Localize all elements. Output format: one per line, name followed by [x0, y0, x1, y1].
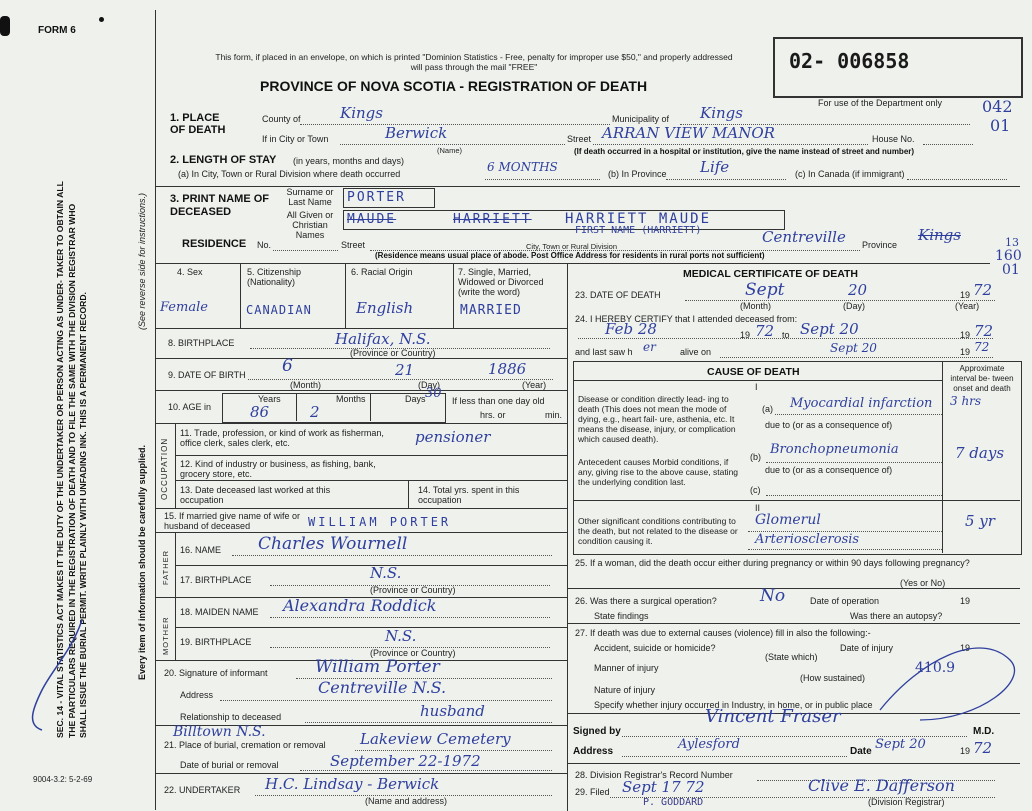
from-year-prefix: 19	[740, 330, 751, 340]
age-days-label: Days	[405, 394, 426, 404]
county-value: Kings	[340, 104, 383, 122]
origin-label: 6. Racial Origin	[351, 267, 413, 277]
stay-heading-sub: (in years, months and days)	[293, 156, 405, 166]
informant-address: Centreville N.S.	[318, 678, 447, 697]
city-value: Berwick	[385, 124, 448, 142]
last-worked-label: 13. Date deceased last worked at this occupation	[180, 485, 331, 505]
attended-from-year: 72	[755, 322, 775, 340]
street-value: ARRAN VIEW MANOR	[602, 124, 775, 142]
mother-side-label: MOTHER	[161, 616, 170, 655]
cause-a-interval: 3 hrs	[950, 394, 982, 408]
registrar-sub: (Division Registrar)	[868, 797, 945, 807]
residence-code-2: 160	[995, 248, 1022, 264]
dept-code-2: 01	[990, 116, 1011, 135]
dob-year: 1886	[488, 360, 527, 378]
to-label: to	[782, 330, 790, 340]
cause-b-label: (b)	[750, 452, 761, 462]
street-label: Street	[567, 134, 592, 144]
punch-mark	[0, 16, 10, 36]
informant-address-label: Address	[180, 690, 214, 700]
death-date-month: Sept	[745, 280, 785, 300]
name-sub: (Name)	[437, 146, 463, 155]
age-months-label: Months	[336, 394, 366, 404]
nature-label: Nature of injury	[594, 685, 656, 695]
residence-note: (Residence means usual place of abode. Post Office Address for residents in rural ports not sufficient)	[375, 251, 765, 260]
form-number: FORM 6	[38, 25, 76, 36]
attended-to-year: 72	[974, 322, 994, 340]
manner-code: 410.9	[915, 660, 956, 676]
sex-value: Female	[160, 300, 208, 315]
age-label: 10. AGE in	[168, 402, 212, 412]
citizenship-label: 5. Citizenship (Nationality)	[247, 267, 302, 287]
due-to-1: due to (or as a consequence of)	[765, 420, 893, 430]
signer-address: Aylesford	[678, 737, 740, 752]
birthplace-sub: (Province or Country)	[350, 348, 436, 358]
citizenship-value: CANADIAN	[246, 303, 312, 317]
name-heading: 3. PRINT NAME OF DECEASED	[170, 193, 270, 218]
q26-value: No	[760, 586, 786, 606]
undertaker-sub: (Name and address)	[365, 796, 448, 806]
marital-label: 7. Single, Married, Widowed or Divorced (write the word)	[458, 267, 544, 297]
given-label: All Given or Christian Names	[286, 210, 334, 240]
lastsaw-date: Sept 20	[830, 341, 877, 355]
attended-from: Feb 28	[605, 320, 657, 338]
postage-note: This form, if placed in an envelope, on which is printed "Dominion Statistics - Free, penalty for improper use $50," and properly addressed will pass through the mail "FREE"	[215, 52, 733, 72]
supply-note: Every item of information should be carefully supplied.	[137, 444, 147, 680]
stay-c-label: (c) In Canada (if immigrant)	[795, 169, 905, 179]
part-2: II	[755, 503, 761, 513]
residence-city-label: City, Town or Rural Division	[526, 242, 617, 251]
industry-label: 12. Kind of industry or business, as fishing, bank, grocery store, etc.	[180, 459, 376, 479]
filed-date: Sept 17 72	[622, 778, 705, 796]
birthplace-value: Halifax, N.S.	[335, 330, 431, 348]
other-conditions-label: Other significant conditions contributing to the death, but not related to the disease or condition causing it.	[578, 516, 738, 546]
medical-heading: MEDICAL CERTIFICATE OF DEATH	[683, 268, 858, 280]
father-bp: N.S.	[370, 564, 402, 582]
residence-street-label: Street	[341, 240, 366, 250]
injury-year-prefix: 19	[960, 643, 971, 653]
spouse-label: 15. If married give name of wife or husband of deceased	[164, 511, 301, 531]
dob-label: 9. DATE OF BIRTH	[168, 370, 246, 380]
min-label: min.	[545, 410, 563, 420]
sign-date-label: Date	[850, 746, 872, 757]
residence-code-3: 01	[1002, 262, 1020, 278]
dob-month: 6	[282, 356, 293, 376]
less-day-label: If less than one day old	[452, 396, 545, 406]
age-days: 30	[425, 386, 442, 401]
lastsaw-label: and last saw h	[575, 347, 633, 357]
cause-b-interval: 7 days	[955, 444, 1005, 462]
q29-label: 29. Filed	[575, 787, 610, 797]
industry-question: Specify whether injury occurred in Industry, in home, or in public place	[594, 700, 873, 710]
county-label: County of	[262, 114, 301, 124]
given-note: FIRST NAME (HARRIETT)	[575, 225, 702, 236]
trade-value: pensioner	[415, 428, 491, 446]
residence-code-1: 13	[1005, 236, 1019, 249]
signed-by-value: Vincent Fraser	[705, 706, 841, 727]
death-year-sub: (Year)	[955, 301, 980, 311]
q28-label: 28. Division Registrar's Record Number	[575, 770, 733, 780]
punch-dot	[99, 17, 104, 22]
hrs-label: hrs. or	[480, 410, 506, 420]
cause-heading: CAUSE OF DEATH	[707, 366, 800, 378]
disease-label: Disease or condition directly lead- ing to death (This does not mean the mode of dying, e.g., heart fail- ure, asthenia, etc. It means the disease, injury, or complication which caused death).	[578, 394, 736, 444]
injury-date-label: Date of injury	[840, 643, 894, 653]
q26-label: 26. Was there a surgical operation?	[575, 596, 717, 606]
father-name: Charles Wournell	[258, 534, 408, 554]
lastsaw-year: 72	[974, 340, 990, 354]
sex-label: 4. Sex	[177, 267, 203, 277]
interval-heading: Approximate interval be- tween onset and death	[950, 364, 1014, 393]
residence-province-label: Province	[862, 240, 898, 250]
burial-place: Lakeview Cemetery	[360, 730, 511, 748]
page-title: PROVINCE OF NOVA SCOTIA - REGISTRATION OF DEATH	[260, 78, 648, 94]
dob-month-sub: (Month)	[290, 380, 322, 390]
certify-label: 24. I HEREBY CERTIFY that I attended deceased from:	[575, 314, 798, 324]
place-of-death-heading: 1. PLACE OF DEATH	[170, 112, 226, 136]
dept-code-1: 042	[982, 97, 1013, 116]
stay-a-value: 6 MONTHS	[487, 160, 558, 174]
age-years: 86	[250, 403, 270, 421]
death-date-year: 72	[973, 281, 993, 299]
lastsaw-year-prefix: 19	[960, 347, 971, 357]
reverse-side-note: (See reverse side for instructions.)	[137, 192, 147, 330]
lastsaw-mid: alive on	[680, 347, 712, 357]
autopsy-label: Was there an autopsy?	[850, 611, 943, 621]
age-months: 2	[310, 403, 320, 421]
registrar-stamp: P. GODDARD	[643, 797, 704, 808]
q25-label: 25. If a woman, did the death occur either during pregnancy or within 90 days following pregnancy?	[575, 558, 970, 568]
burial-place-label: 21. Place of burial, cremation or removal	[164, 740, 326, 750]
md-label: M.D.	[973, 726, 995, 737]
death-date-label: 23. DATE OF DEATH	[575, 290, 661, 300]
sign-date: Sept 20	[875, 737, 926, 752]
stay-a-label: (a) In City, Town or Rural Division where death occurred	[178, 169, 401, 179]
marital-value: MARRIED	[460, 303, 522, 318]
op-year-prefix: 19	[960, 596, 971, 606]
attended-to: Sept 20	[800, 320, 859, 338]
dob-year-sub: (Year)	[522, 380, 547, 390]
given-value: HARRIETT MAUDE	[565, 211, 712, 227]
state-findings-label: State findings	[594, 611, 649, 621]
stay-b-value: Life	[700, 158, 730, 176]
mother-name: Alexandra Roddick	[283, 596, 437, 615]
antecedent-label: Antecedent causes Morbid conditions, if any, giving rise to the above cause, stating the underlying condition last.	[578, 457, 739, 487]
father-bp-sub: (Province or Country)	[370, 585, 456, 595]
stay-heading: 2. LENGTH OF STAY	[170, 154, 277, 166]
house-label: House No.	[872, 134, 915, 144]
to-year-prefix: 19	[960, 330, 971, 340]
cause-b-value: Bronchopneumonia	[770, 442, 899, 457]
death-day-sub: (Day)	[843, 301, 865, 311]
cause-c-label: (c)	[750, 485, 761, 495]
form-code: 9004-3.2: 5-2-69	[33, 775, 93, 784]
birthplace-label: 8. BIRTHPLACE	[168, 338, 235, 348]
father-name-label: 16. NAME	[180, 545, 222, 555]
mother-bp: N.S.	[385, 627, 417, 645]
city-label: If in City or Town	[262, 134, 329, 144]
dob-day: 21	[395, 361, 415, 379]
cause-a-value: Myocardial infarction	[790, 396, 933, 411]
dept-use-label: For use of the Department only	[818, 98, 943, 108]
sec14-instructions: SEC. 14 - VITAL STATISTICS ACT MAKES IT THE DUTY OF THE UNDERTAKER OR PERSON ACTING AS UNDER- TAKER TO OBTAIN ALL THE PARTICULARS REQUIRED IN THE REGISTRATION OF DEATH AND TO FILE THE SAME WITH THE DIVISION REGISTRAR WHO SHALL ISSUE THE BURIAL PERMIT. WRITE PLAINLY WITH UNFADING INK. THIS IS A PERMANENT RECORD.	[55, 181, 88, 738]
given-struck: MAUDE	[347, 212, 397, 227]
manner-label: Manner of injury	[594, 663, 659, 673]
given-struck-2: HARRIETT	[453, 212, 532, 227]
form-left-border	[155, 10, 156, 810]
due-to-2: due to (or as a consequence of)	[765, 465, 893, 475]
hospital-note: (If death occurred in a hospital or institution, give the name instead of street and number)	[574, 147, 915, 156]
death-date-day: 20	[848, 281, 868, 299]
age-years-label: Years	[258, 394, 281, 404]
residence-heading: RESIDENCE	[182, 238, 247, 250]
sign-year: 72	[973, 739, 993, 757]
pen-loop	[860, 600, 1030, 740]
pen-scribble	[12, 610, 112, 740]
sign-year-prefix: 19	[960, 746, 971, 756]
given-boxes	[343, 210, 785, 230]
undertaker-label: 22. UNDERTAKER	[164, 785, 241, 795]
municipality-label: Municipality of	[612, 114, 670, 124]
trade-label: 11. Trade, profession, or kind of work as fisherman, office clerk, sales clerk, etc.	[180, 428, 384, 448]
burial-date-label: Date of burial or removal	[180, 760, 279, 770]
burial-date: September 22-1972	[330, 752, 481, 770]
relationship-value: husband	[420, 702, 485, 720]
lastsaw-her: er	[643, 340, 656, 354]
how-sustained-sub: (How sustained)	[800, 673, 866, 683]
occupation-side-label: OCCUPATION	[160, 437, 169, 500]
mother-bp-sub: (Province or Country)	[370, 648, 456, 658]
other-condition-1: Glomerul	[755, 512, 821, 528]
state-which-sub: (State which)	[765, 652, 818, 662]
q27-label: 27. If death was due to external causes (violence) fill in also the following:-	[575, 628, 871, 638]
dob-day-sub: (Day)	[418, 380, 440, 390]
signer-address-label: Address	[573, 746, 614, 757]
part-1: I	[755, 382, 758, 392]
years-spent-label: 14. Total yrs. spent in this occupation	[418, 485, 520, 505]
accident-label: Accident, suicide or homicide?	[594, 643, 716, 653]
municipality-value: Kings	[700, 104, 743, 122]
cause-a-label: (a)	[762, 404, 773, 414]
residence-no-label: No.	[257, 240, 272, 250]
father-bp-label: 17. BIRTHPLACE	[180, 575, 252, 585]
residence-value: Centreville	[762, 228, 846, 246]
residence-struck: Kings	[918, 226, 961, 244]
registrar-signature: Clive E. Dafferson	[808, 776, 955, 795]
other-condition-2: Arteriosclerosis	[755, 532, 860, 547]
q25-sub: (Yes or No)	[900, 578, 946, 588]
surname-value: PORTER	[347, 190, 406, 205]
registration-number: 02- 006858	[789, 49, 910, 73]
undertaker-value: H.C. Lindsay - Berwick	[265, 775, 440, 793]
other-condition-1-interval: 5 yr	[965, 512, 995, 530]
op-date-label: Date of operation	[810, 596, 880, 606]
father-side-label: FATHER	[161, 549, 170, 585]
origin-value: English	[356, 299, 414, 317]
spouse-value: WILLIAM PORTER	[308, 515, 452, 529]
mother-name-label: 18. MAIDEN NAME	[180, 607, 259, 617]
signed-by-label: Signed by	[573, 726, 621, 737]
stay-b-label: (b) In Province	[608, 169, 667, 179]
death-year-prefix: 19	[960, 290, 971, 300]
death-month-sub: (Month)	[740, 301, 772, 311]
burial-place-prefix: Billtown N.S.	[173, 724, 266, 740]
mother-bp-label: 19. BIRTHPLACE	[180, 637, 252, 647]
registration-number-box	[773, 37, 1023, 98]
surname-label: Surname or Last Name	[286, 187, 334, 207]
relationship-label: Relationship to deceased	[180, 712, 282, 722]
informant-sig-label: 20. Signature of informant	[164, 668, 268, 678]
informant-sig: William Porter	[315, 657, 440, 677]
